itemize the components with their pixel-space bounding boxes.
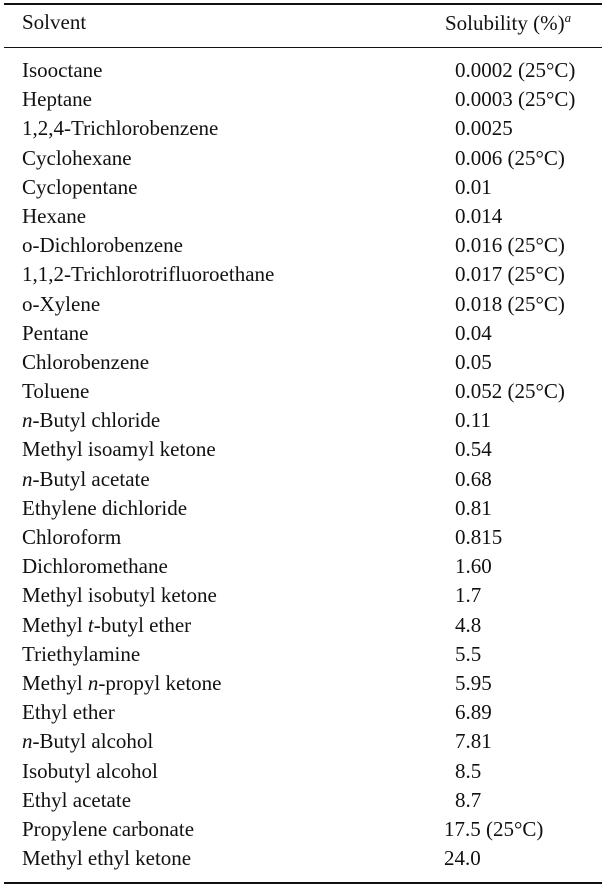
top-rule [4, 3, 602, 5]
table-row [4, 406, 602, 435]
table-row [4, 523, 602, 552]
table-row [4, 786, 602, 815]
solvent-name-text: -Butyl chloride [32, 408, 161, 433]
solvent-italic: n [87, 670, 99, 695]
solvent-name-text: Heptane [22, 87, 92, 112]
solubility-value: 0.0003 (25°C) [455, 87, 576, 112]
solubility-value: 0.01 [455, 174, 492, 199]
solvent-name [22, 114, 218, 143]
solubility-value: 0.54 [455, 437, 492, 462]
solvent-name [22, 727, 153, 756]
solvent-name-text: Methyl [22, 670, 88, 695]
solubility-value: 1.7 [455, 583, 482, 608]
solvent-name [22, 435, 216, 464]
solvent-name-text: Methyl isobutyl ketone [22, 583, 217, 608]
solvent-name [22, 290, 100, 319]
solvent-name [22, 757, 158, 786]
table-row [4, 552, 602, 581]
header-solubility [445, 10, 571, 36]
solvent-name [22, 260, 274, 289]
solvent-name [22, 552, 168, 581]
solvent-name-text: Methyl ethyl ketone [22, 846, 192, 871]
solubility-value: 0.04 [455, 320, 492, 345]
solvent-name [22, 85, 92, 114]
table-row [4, 319, 602, 348]
solubility-value: 0.052 (25°C) [455, 379, 565, 404]
solvent-name [22, 581, 217, 610]
table-row [4, 698, 602, 727]
solubility-value: 0.81 [455, 495, 492, 520]
solubility-value: 1.60 [455, 554, 492, 579]
header-rule [4, 47, 602, 48]
table-row [4, 173, 602, 202]
solvent-name [22, 465, 150, 494]
solvent-name [22, 202, 86, 231]
table-row [4, 815, 602, 844]
solubility-value: 0.68 [455, 466, 492, 491]
solubility-value: 0.11 [455, 408, 491, 433]
solvent-name [22, 377, 89, 406]
solvent-name-text: Isooctane [22, 58, 103, 82]
table-row [4, 640, 602, 669]
solvent-name [22, 144, 132, 173]
solubility-value: 0.815 [455, 525, 503, 549]
header-solvent: Solvent [22, 10, 87, 34]
solubility-value: 5.5 [455, 641, 482, 666]
table-row [4, 85, 602, 114]
solvent-name-text: Hexane [22, 203, 87, 228]
table-row [4, 56, 602, 85]
solvent-name [22, 523, 121, 552]
solubility-value: 0.006 (25°C) [455, 145, 565, 170]
solvent-name-text: o-Xylene [22, 291, 101, 316]
solubility-value: 0.018 (25°C) [455, 291, 565, 316]
solvent-prefix: n [22, 466, 33, 491]
table-row [4, 757, 602, 786]
solvent-name-text: Pentane [22, 320, 89, 345]
solubility-value: 8.5 [455, 758, 482, 783]
solvent-name-text: Triethylamine [22, 641, 141, 666]
table-row [4, 844, 602, 873]
solvent-name-text: Isobutyl alcohol [22, 758, 158, 783]
solvent-name [22, 669, 221, 698]
solvent-name-text: -Butyl acetate [32, 466, 150, 491]
solvent-prefix: n [22, 408, 33, 433]
solvent-name-text: 1,1,2-Trichlorotrifluoroethane [22, 262, 275, 287]
solvent-name-text: -Butyl alcohol [32, 729, 154, 754]
solvent-name [22, 231, 183, 260]
solvent-name [22, 173, 137, 202]
solvent-name-text: 1,2,4-Trichlorobenzene [22, 116, 219, 141]
solubility-value: 0.0025 [455, 116, 513, 141]
solvent-name-text: Toluene [22, 379, 90, 404]
table-row [4, 465, 602, 494]
table-row [4, 348, 602, 377]
table-row [4, 727, 602, 756]
solubility-value: 7.81 [455, 729, 492, 754]
solvent-name [22, 698, 115, 727]
solvent-name-text: Ethyl ether [22, 700, 115, 725]
solvent-italic: t [87, 612, 94, 637]
table-row [4, 144, 602, 173]
solubility-value: 8.7 [455, 787, 482, 812]
table-row [4, 231, 602, 260]
solubility-value: 4.8 [455, 612, 482, 637]
solubility-value: 0.05 [455, 349, 492, 374]
solvent-name-text: Cyclopentane [22, 174, 138, 199]
solvent-name-text: Ethylene dichloride [22, 495, 188, 520]
solvent-name-text: Ethyl acetate [22, 787, 132, 812]
solubility-value: 0.017 (25°C) [455, 262, 565, 287]
bottom-rule [4, 882, 602, 884]
table-row [4, 435, 602, 464]
solvent-name [22, 611, 191, 640]
solvent-prefix: n [22, 729, 33, 754]
solvent-name-text: Propylene carbonate [22, 816, 195, 841]
table-row [4, 114, 602, 143]
table-row [4, 202, 602, 231]
solvent-name-text: Chloroform [22, 525, 122, 549]
solvent-name-text: o-Dichlorobenzene [22, 233, 183, 258]
solvent-name-text: Chlorobenzene [22, 349, 150, 374]
solvent-name [22, 319, 88, 348]
header-solubility-label: Solubility (%) [445, 11, 565, 35]
solvent-name-text: Cyclohexane [22, 145, 132, 170]
solvent-name [22, 815, 194, 844]
solubility-value: 5.95 [455, 670, 492, 695]
solvent-name-text: Dichloromethane [22, 554, 168, 579]
table-body [4, 56, 602, 873]
solubility-value: 24.0 [444, 846, 481, 871]
solvent-name-text: Methyl isoamyl ketone [22, 437, 216, 462]
solvent-name [22, 56, 102, 85]
solvent-name [22, 406, 160, 435]
solubility-value: 6.89 [455, 700, 492, 725]
table-header [4, 8, 602, 42]
solvent-name [22, 348, 149, 377]
solvent-name [22, 640, 140, 669]
solubility-value: 0.014 [455, 203, 503, 228]
table-row [4, 611, 602, 640]
footnote-mark: a [564, 10, 572, 25]
solvent-suffix: -propyl ketone [98, 670, 222, 695]
solvent-name [22, 786, 131, 815]
table-row [4, 669, 602, 698]
solvent-suffix: -butyl ether [93, 612, 192, 637]
table-row [4, 290, 602, 319]
solubility-value: 17.5 (25°C) [444, 816, 544, 841]
table-row [4, 377, 602, 406]
solvent-name [22, 494, 187, 523]
solvent-name [22, 844, 191, 873]
table-row [4, 260, 602, 289]
table-row [4, 581, 602, 610]
solvent-name-text: Methyl [22, 612, 88, 637]
solubility-value: 0.0002 (25°C) [455, 58, 576, 82]
table-row [4, 494, 602, 523]
solubility-value: 0.016 (25°C) [455, 233, 565, 258]
